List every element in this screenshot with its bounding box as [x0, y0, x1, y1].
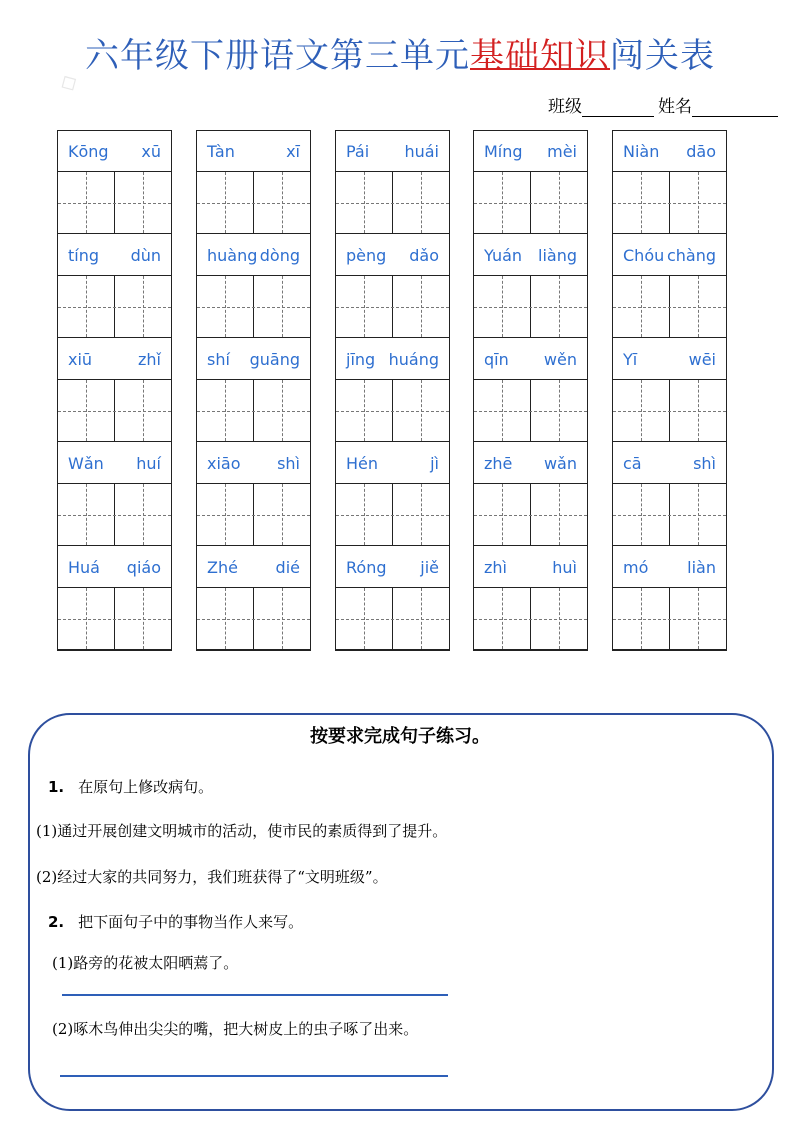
word-unit: [336, 339, 449, 443]
writing-boxes[interactable]: [336, 587, 449, 650]
pinyin-row: [58, 443, 171, 483]
grid-guide-line: [225, 588, 226, 649]
pinyin-row: [58, 339, 171, 379]
pinyin-column: [612, 130, 727, 651]
grid-guide-line: [86, 172, 87, 233]
word-unit: [197, 131, 310, 235]
word-unit: [197, 235, 310, 339]
answer-line-1[interactable]: [62, 994, 448, 996]
writing-boxes[interactable]: [58, 275, 171, 338]
grid-guide-line: [559, 588, 560, 649]
writing-boxes[interactable]: [613, 587, 726, 650]
word-unit: [58, 339, 171, 443]
grid-guide-line: [282, 484, 283, 545]
grid-guide-line: [559, 172, 560, 233]
pinyin-row: [474, 443, 587, 483]
word-unit: [613, 443, 726, 547]
pinyin-syllable: dāo: [686, 141, 716, 161]
grid-guide-line: [559, 380, 560, 441]
grid-guide-line: [474, 411, 587, 412]
grid-guide-line: [282, 172, 283, 233]
word-unit: [58, 547, 171, 651]
pinyin-row: [336, 131, 449, 171]
pinyin-syllable: Róng: [346, 557, 387, 577]
question-2-number: 2.: [48, 913, 65, 931]
grid-guide-line: [698, 588, 699, 649]
pinyin-syllable: Zhé: [207, 557, 238, 577]
pinyin-row: [58, 547, 171, 587]
pinyin-syllable: wěn: [543, 349, 577, 369]
pinyin-syllable: Kōng: [68, 141, 109, 161]
pinyin-syllable: wēi: [688, 349, 716, 369]
pinyin-syllable: huì: [552, 557, 577, 577]
grid-guide-line: [197, 307, 310, 308]
question-1: [48, 776, 213, 797]
writing-boxes[interactable]: [336, 275, 449, 338]
writing-boxes[interactable]: [336, 171, 449, 234]
question-1-sentence-1: (1)通过开展创建文明城市的活动，使市民的素质得到了提升。: [36, 822, 448, 840]
grid-guide-line: [421, 484, 422, 545]
pinyin-row: [613, 443, 726, 483]
pinyin-syllable: huái: [404, 141, 439, 161]
grid-guide-line: [58, 411, 171, 412]
pinyin-syllable: guāng: [249, 349, 300, 369]
word-unit: [58, 131, 171, 235]
word-unit: [336, 443, 449, 547]
pinyin-syllable: Yuán: [484, 245, 523, 265]
class-blank[interactable]: [582, 98, 654, 117]
pinyin-syllable: dié: [275, 557, 300, 577]
class-name-line: [548, 92, 778, 117]
grid-guide-line: [225, 484, 226, 545]
writing-boxes[interactable]: [336, 483, 449, 546]
pinyin-syllable: cā: [623, 453, 642, 473]
grid-guide-line: [86, 484, 87, 545]
pinyin-syllable: chàng: [666, 245, 716, 265]
grid-guide-line: [225, 380, 226, 441]
grid-guide-line: [474, 515, 587, 516]
writing-boxes[interactable]: [197, 587, 310, 650]
pinyin-syllable: mó: [623, 557, 649, 577]
name-blank[interactable]: [692, 98, 778, 117]
grid-guide-line: [197, 203, 310, 204]
writing-boxes[interactable]: [197, 483, 310, 546]
pinyin-syllable: Niàn: [623, 141, 660, 161]
pinyin-column: [57, 130, 172, 651]
pinyin-syllable: jiě: [420, 557, 439, 577]
question-1-sentence-2: (2)经过大家的共同努力，我们班获得了“文明班级”。: [36, 868, 388, 886]
grid-guide-line: [613, 619, 726, 620]
grid-guide-line: [421, 380, 422, 441]
pinyin-syllable: pèng: [346, 245, 387, 265]
grid-guide-line: [502, 276, 503, 337]
grid-guide-line: [474, 619, 587, 620]
pinyin-row: [197, 443, 310, 483]
writing-boxes[interactable]: [474, 483, 587, 546]
grid-guide-line: [197, 515, 310, 516]
grid-guide-line: [421, 276, 422, 337]
word-unit: [474, 547, 587, 651]
grid-guide-line: [698, 172, 699, 233]
pinyin-row: [336, 235, 449, 275]
writing-boxes[interactable]: [613, 171, 726, 234]
pinyin-row: [336, 339, 449, 379]
question-1-text: 在原句上修改病句。: [78, 778, 214, 796]
writing-boxes[interactable]: [613, 483, 726, 546]
grid-guide-line: [502, 172, 503, 233]
exercise-heading: 按要求完成句子练习。: [310, 726, 490, 747]
grid-guide-line: [282, 588, 283, 649]
grid-guide-line: [336, 307, 449, 308]
question-1-number: 1.: [48, 778, 65, 796]
question-2-sentence-1: (1)路旁的花被太阳晒蔫了。: [52, 954, 239, 972]
grid-guide-line: [613, 411, 726, 412]
grid-guide-line: [421, 588, 422, 649]
pinyin-syllable: dǎo: [409, 245, 439, 265]
class-label: 班级: [548, 97, 582, 117]
pinyin-row: [336, 443, 449, 483]
grid-guide-line: [143, 484, 144, 545]
word-unit: [613, 235, 726, 339]
pinyin-syllable: xiū: [68, 349, 93, 369]
writing-boxes[interactable]: [58, 483, 171, 546]
word-unit: [58, 443, 171, 547]
pinyin-row: [613, 339, 726, 379]
grid-guide-line: [282, 276, 283, 337]
grid-guide-line: [641, 172, 642, 233]
pinyin-row: [474, 235, 587, 275]
pinyin-syllable: Chóu: [623, 245, 665, 265]
grid-guide-line: [225, 276, 226, 337]
grid-guide-line: [225, 172, 226, 233]
grid-guide-line: [336, 515, 449, 516]
grid-guide-line: [336, 203, 449, 204]
pinyin-syllable: zhǐ: [138, 349, 161, 369]
pinyin-syllable: Pái: [346, 141, 370, 161]
watermark: ◇: [54, 67, 83, 98]
question-2: [48, 911, 303, 932]
pinyin-syllable: jì: [430, 453, 439, 473]
pinyin-row: [613, 235, 726, 275]
grid-guide-line: [197, 619, 310, 620]
grid-guide-line: [613, 515, 726, 516]
writing-boxes[interactable]: [336, 379, 449, 442]
pinyin-syllable: wǎn: [543, 453, 577, 473]
writing-boxes[interactable]: [197, 171, 310, 234]
grid-guide-line: [336, 619, 449, 620]
pinyin-row: [613, 131, 726, 171]
word-unit: [58, 235, 171, 339]
answer-line-2[interactable]: [60, 1075, 448, 1077]
grid-guide-line: [364, 276, 365, 337]
grid-guide-line: [58, 203, 171, 204]
pinyin-syllable: huí: [136, 453, 161, 473]
grid-guide-line: [613, 203, 726, 204]
grid-guide-line: [197, 411, 310, 412]
grid-guide-line: [698, 484, 699, 545]
grid-guide-line: [336, 411, 449, 412]
grid-guide-line: [502, 484, 503, 545]
grid-guide-line: [364, 172, 365, 233]
writing-boxes[interactable]: [474, 171, 587, 234]
pinyin-syllable: shì: [277, 453, 300, 473]
grid-guide-line: [559, 276, 560, 337]
pinyin-row: [58, 131, 171, 171]
pinyin-syllable: jīng: [346, 349, 376, 369]
name-label: 姓名: [658, 97, 692, 117]
pinyin-syllable: dùn: [130, 245, 161, 265]
pinyin-syllable: Huá: [68, 557, 100, 577]
grid-guide-line: [58, 619, 171, 620]
grid-guide-line: [364, 588, 365, 649]
pinyin-row: [474, 131, 587, 171]
grid-guide-line: [143, 588, 144, 649]
pinyin-column: [473, 130, 588, 651]
grid-guide-line: [58, 515, 171, 516]
grid-guide-line: [86, 588, 87, 649]
writing-boxes[interactable]: [613, 379, 726, 442]
pinyin-syllable: mèi: [547, 141, 577, 161]
pinyin-row: [474, 339, 587, 379]
grid-guide-line: [641, 276, 642, 337]
grid-guide-line: [364, 484, 365, 545]
word-unit: [197, 547, 310, 651]
pinyin-row: [197, 547, 310, 587]
grid-guide-line: [143, 172, 144, 233]
pinyin-row: [613, 547, 726, 587]
word-unit: [197, 339, 310, 443]
word-unit: [474, 443, 587, 547]
pinyin-syllable: liàng: [538, 245, 577, 265]
pinyin-column: [335, 130, 450, 651]
grid-guide-line: [641, 484, 642, 545]
grid-guide-line: [641, 588, 642, 649]
pinyin-row: [197, 131, 310, 171]
pinyin-syllable: Yī: [623, 349, 638, 369]
title-highlight: 基础知识: [470, 36, 610, 76]
grid-guide-line: [502, 588, 503, 649]
pinyin-syllable: liàn: [687, 557, 716, 577]
title-suffix: 闯关表: [610, 36, 715, 76]
pinyin-syllable: xū: [141, 141, 161, 161]
word-unit: [474, 131, 587, 235]
pinyin-syllable: zhē: [484, 453, 513, 473]
word-unit: [336, 547, 449, 651]
grid-guide-line: [143, 276, 144, 337]
page-title: [0, 28, 800, 77]
pinyin-syllable: qīn: [484, 349, 509, 369]
word-unit: [474, 339, 587, 443]
grid-guide-line: [86, 380, 87, 441]
word-unit: [336, 235, 449, 339]
pinyin-column: [196, 130, 311, 651]
writing-boxes[interactable]: [474, 587, 587, 650]
pinyin-syllable: tíng: [68, 245, 100, 265]
pinyin-syllable: Wǎn: [68, 453, 104, 473]
word-unit: [613, 339, 726, 443]
grid-guide-line: [698, 276, 699, 337]
word-unit: [197, 443, 310, 547]
pinyin-syllable: huáng: [388, 349, 439, 369]
word-unit: [474, 235, 587, 339]
writing-boxes[interactable]: [197, 379, 310, 442]
grid-guide-line: [641, 380, 642, 441]
question-2-sentence-2: (2)啄木鸟伸出尖尖的嘴，把大树皮上的虫子啄了出来。: [52, 1020, 419, 1038]
pinyin-row: [197, 235, 310, 275]
writing-boxes[interactable]: [197, 275, 310, 338]
word-unit: [613, 131, 726, 235]
pinyin-row: [474, 547, 587, 587]
grid-guide-line: [613, 307, 726, 308]
grid-guide-line: [559, 484, 560, 545]
writing-boxes[interactable]: [58, 379, 171, 442]
grid-guide-line: [698, 380, 699, 441]
pinyin-syllable: xī: [286, 141, 300, 161]
pinyin-syllable: Hén: [346, 453, 379, 473]
grid-guide-line: [282, 380, 283, 441]
grid-guide-line: [421, 172, 422, 233]
pinyin-syllable: Tàn: [207, 141, 235, 161]
pinyin-syllable: dòng: [259, 245, 300, 265]
writing-boxes[interactable]: [58, 171, 171, 234]
grid-guide-line: [364, 380, 365, 441]
pinyin-syllable: shí: [207, 349, 230, 369]
title-prefix: 六年级下册语文第三单元: [85, 36, 470, 76]
pinyin-row: [58, 235, 171, 275]
pinyin-syllable: qiáo: [126, 557, 161, 577]
writing-boxes[interactable]: [474, 275, 587, 338]
grid-guide-line: [143, 380, 144, 441]
pinyin-syllable: shì: [693, 453, 716, 473]
grid-guide-line: [58, 307, 171, 308]
writing-boxes[interactable]: [58, 587, 171, 650]
word-unit: [336, 131, 449, 235]
grid-guide-line: [86, 276, 87, 337]
pinyin-syllable: huàng: [207, 245, 258, 265]
writing-boxes[interactable]: [613, 275, 726, 338]
question-2-text: 把下面句子中的事物当作人来写。: [78, 913, 304, 931]
pinyin-row: [197, 339, 310, 379]
grid-guide-line: [502, 380, 503, 441]
writing-boxes[interactable]: [474, 379, 587, 442]
word-unit: [613, 547, 726, 651]
pinyin-syllable: Míng: [484, 141, 523, 161]
pinyin-row: [336, 547, 449, 587]
grid-guide-line: [474, 307, 587, 308]
pinyin-syllable: xiāo: [207, 453, 241, 473]
pinyin-syllable: zhì: [484, 557, 507, 577]
grid-guide-line: [474, 203, 587, 204]
